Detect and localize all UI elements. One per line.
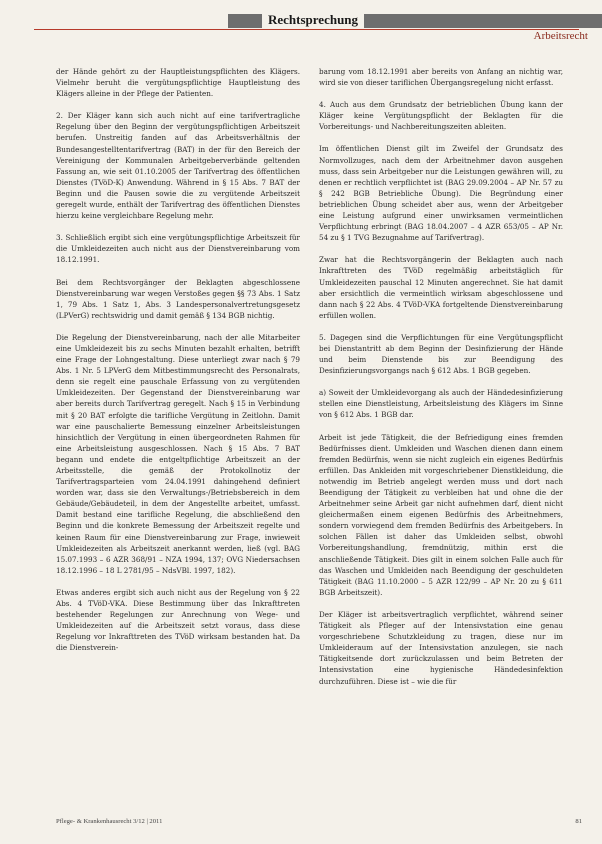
paragraph: Im öffentlichen Dienst gilt im Zweifel der Grundsatz des Normvollzuges, nach dem der Arbeitnehmer davon ausgehen muss, dass sein Arbeitgeber nur die Leistungen gewähren will, zu denen er rechtlich verpflichtet ist (BAG 29.09.2004 – AP Nr. 57 zu § 242 BGB Betriebliche Übung). Die Begründung einer betrieblichen Übung scheidet aber aus, wenn der Arbeitgeber eine Leistung aufgrund einer unwirksamen vermeintlichen Verpflichtung erbringt (BAG 18.04.2007 – 4 AZR 653/05 – AP Nr. 54 zu § 1 TVG Bezugnahme auf Tarifvertrag). xyxy=(319,144,563,243)
paragraph: Arbeit ist jede Tätigkeit, die der Befriedigung eines fremden Bedürfnisses dient. Umkleiden und Waschen dienen dann einem fremden Bedürfnis, wenn sie nicht zugleich ein eigenes Bedürfnis erfüllen. Das Ankleiden mit vorgeschriebener Dienstkleidung, die notwendig im Betrieb angelegt werden muss und dort nach Beendigung der Tätigkeit zu verbleiben hat und ohne die der Arbeitnehmer seine Arbeit gar nicht aufnehmen darf, dient nicht gleichermaßen einem eigenen Bedürfnis des Arbeitnehmers, sondern vorwiegend dem fremden Bedürfnis des Arbeitgebers. In solchen Fällen ist daher das Umkleiden selbst, obwohl Vorbereitungshandlung, fremdnützig, mithin erst die anschließende Tätigkeit. Dies gilt in einem solchen Falle auch für das Waschen und Umkleiden nach Beendigung der geschuldeten Tätigkeit (BAG 11.10.2000 – 5 AZR 122/99 – AP Nr. 20 zu § 611 BGB Arbeitszeit). xyxy=(319,432,563,597)
paragraph: barung vom 18.12.1991 aber bereits von Anfang an nichtig war, wird sie von dieser tariflichen Übergangsregelung nicht erfasst. xyxy=(319,67,563,88)
page-footer xyxy=(56,818,582,825)
paragraph: Die Regelung der Dienstvereinbarung, nach der alle Mitarbeiter eine Umkleidezeit bis zu sechs Minuten bezahlt erhalten, betrifft eine Frage der Lohngestaltung. Diese unterliegt zwar nach § 79 Abs. 1 Nr. 5 LPVerG dem Mitbestimmungsrecht des Personalrats, denn sie regelt eine pauschale Erfassung von zu vergütenden Umkleidezeiten. Der Gegenstand der Dienstvereinbarung war aber bereits durch Tarifvertrag geregelt. Nach § 15 in Verbindung mit § 20 BAT erfolgte die tarifliche Vergütung in Zeitlohn. Damit war eine pauschalierte Bemessung einzelner Arbeitsleistungen hinsichtlich der Vergütung in einen übergeordneten Rahmen für eine Arbeitsleistung ausgeschlossen. Nach § 15 Abs. 7 BAT begann und endete die entgeltpflichtige Arbeitszeit an der Arbeitsstelle, die gemäß der Protokollnotiz der Tarifvertragsparteien vom 24.04.1991 dahingehend definiert worden war, dass sie den Verwaltungs-/Betriebsbereich in dem Gebäude/Gebäudeteil, in dem der Angestellte arbeitet, umfasst. Damit bestand eine tarifliche Regelung, die abschließend den Beginn und die konkrete Bemessung der Arbeitszeit regelte und keinen Raum für eine Dienstvereinbarung zur Frage, inwieweit Umkleidezeiten als Arbeitszeit anerkannt werden, ließ (vgl. BAG 15.07.1993 – 6 AZR 368/91 – NZA 1994, 137; OVG Niedersachsen 18.12.1996 – 18 L 2781/95 – NdsVBl. 1997, 182). xyxy=(56,332,300,575)
paragraph: 2. Der Kläger kann sich auch nicht auf eine tarifvertragliche Regelung über den Beginn der vergütungspflichtigen Arbeitszeit berufen. Unstreitig fanden auf das Arbeitsverhältnis der Bundesangestelltentarifvertrag (BAT) in der für den Bereich der Vereinigung der Kommunalen Arbeitgeberverbände geltenden Fassung an, wie seit 01.10.2005 der Tarifvertrag des öffentlichen Dienstes (TVöD-K) Anwendung. Während in § 15 Abs. 7 BAT der Beginn und die Pausen sowie die zu vergütende Arbeitszeit geregelt wurde, enthält der Tarifvertrag des öffentlichen Dienstes hierzu keine vergleichbare Regelung mehr. xyxy=(56,111,300,221)
paragraph: Der Kläger ist arbeitsvertraglich verpflichtet, während seiner Tätigkeit als Pfleger auf der Intensivstation eine genau vorgeschriebene Schutzkleidung zu tragen, diese nur im Umkleideraum auf der Intensivstation anzulegen, sie nach Tätigkeitsende dort zurückzulassen und beim Betreten der Intensivstation eine hygienische Händedesinfektion durchzuführen. Diese ist – wie die für xyxy=(319,609,563,686)
paragraph: Zwar hat die Rechtsvorgängerin der Beklagten auch nach Inkrafttreten des TVöD regelmäßig arbeitstäglich für Umkleidezeiten pauschal 12 Minuten angerechnet. Sie hat damit aber ersichtlich die vermeintlich wirksam abgeschlossene und dann nach § 22 Abs. 4 TVöD-VKA fortgeltende Dienstvereinbarung erfüllen wollen. xyxy=(319,255,563,320)
paragraph: 4. Auch aus dem Grundsatz der betrieblichen Übung kann der Kläger keine Vergütungspflicht der Beklagten für die Vorbereitungs- und Nachbereitungszeiten ableiten. xyxy=(319,100,563,132)
paragraph: Etwas anderes ergibt sich auch nicht aus der Regelung von § 22 Abs. 4 TVöD-VKA. Diese Bestimmung über das Inkrafttreten bestehender Regelungen zur Anrechnung von Wege- und Umkleidezeiten auf die Arbeitszeit setzt voraus, dass diese Regelung vor Inkrafttreten des TVöD wirksam bestanden hat. Da die Dienstverein- xyxy=(56,587,300,653)
paragraph: der Hände gehört zu der Hauptleistungspflichten des Klägers. Vielmehr beruht die vergütungspflichtige Hauptleistung des Klägers alleine in der Pflege der Patienten. xyxy=(56,67,300,99)
section-title: Rechtsprechung xyxy=(262,12,364,28)
page-number: 81 xyxy=(575,818,582,825)
subsection-title: Arbeitsrecht xyxy=(533,30,588,42)
paragraph: Bei dem Rechtsvorgänger der Beklagten abgeschlossene Dienstvereinbarung war wegen Verstoßes gegen §§ 73 Abs. 1 Satz 1, 79 Abs. 1 Satz 1, Abs. 3 Landespersonalvertretungsgesetz (LPVerG) rechtswidrig und damit gemäß § 134 BGB nichtig. xyxy=(56,277,300,320)
paragraph: 3. Schließlich ergibt sich eine vergütungspflichtige Arbeitszeit für die Umkleidezeiten auch nicht aus der Dienstvereinbarung vom 18.12.1991. xyxy=(56,233,300,265)
left-column xyxy=(56,66,300,665)
header-rule xyxy=(34,29,579,30)
page-header xyxy=(0,0,602,42)
right-column xyxy=(319,66,563,698)
paragraph: a) Soweit der Umkleidevorgang als auch der Händedesinfizierung stellen eine Dienstleistung, Arbeitsleistung des Klägers im Sinne von § 612 Abs. 1 BGB dar. xyxy=(319,388,563,420)
paragraph: 5. Dagegen sind die Verpflichtungen für eine Vergütungspflicht bei Dienstantritt ab dem Beginn der Desinfizierung der Hände und beim Dienstende bis zur Beendigung des Desinfizierungsvorgangs nach § 612 Abs. 1 BGB gegeben. xyxy=(319,332,563,376)
journal-citation: Pflege- & Krankenhausrecht 3/12 | 2011 xyxy=(56,818,163,825)
